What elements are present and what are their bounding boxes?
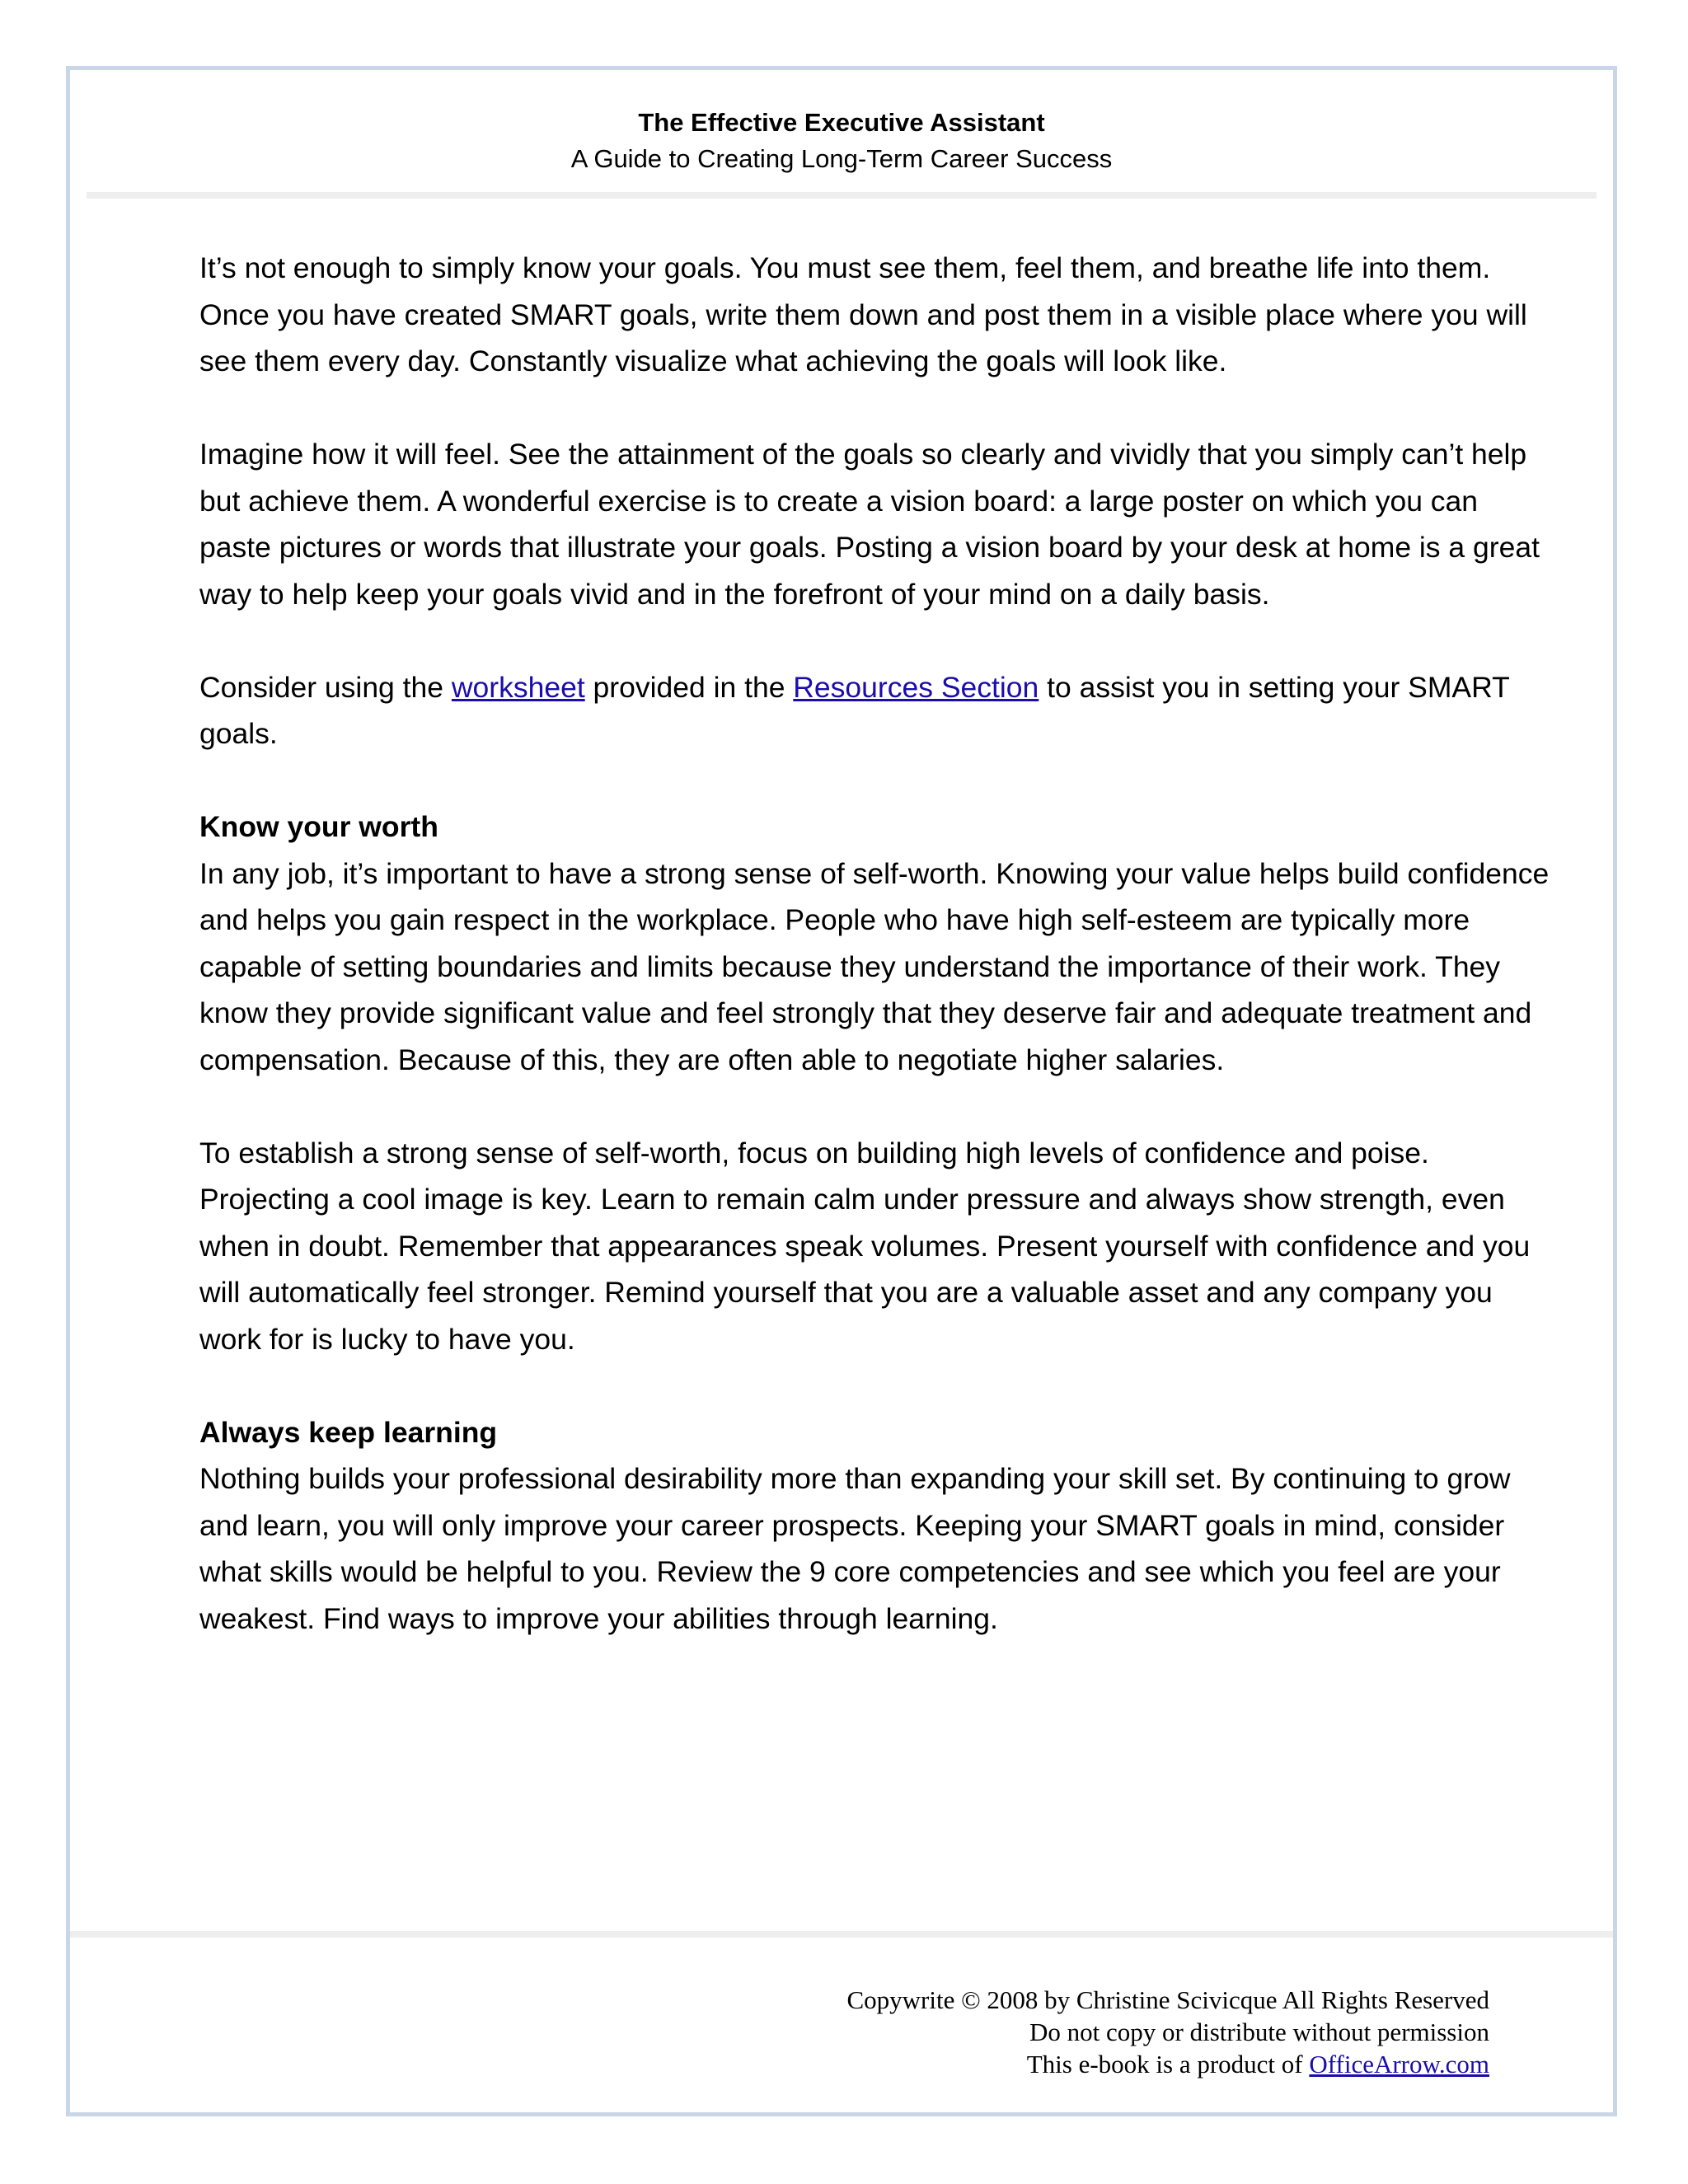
worksheet-link[interactable]: worksheet (451, 670, 585, 704)
footer-divider (70, 1931, 1613, 1938)
document-title: The Effective Executive Assistant (638, 108, 1045, 137)
document-subtitle: A Guide to Creating Long-Term Career Success (570, 144, 1113, 173)
paragraph-self-worth: In any job, it’s important to have a strong sense of self-worth. Knowing your value helps build confidence and helps you gain respect in the workplace. People who have high self-esteem are typically more capable of setting boundaries and limits because they understand the importance of their work. They know they provide significant value and feel strongly that they deserve fair and adequate treatment and compensation. Because of this, they are often able to negotiate higher salaries. (199, 856, 1550, 1076)
section-heading-know-your-worth: Know your worth (199, 810, 438, 843)
page-footer (846, 1984, 1489, 2080)
section-heading-always-keep-learning: Always keep learning (199, 1415, 498, 1449)
page-frame (66, 66, 1617, 2116)
page-content (199, 245, 1551, 1689)
worksheet-text-after: to assist you in setting your SMART goals. (199, 670, 1510, 750)
product-line-text: This e-book is a product of (1026, 2050, 1310, 2079)
paragraph-confidence: To establish a strong sense of self-worth, focus on building high levels of confidence and poise. Projecting a cool image is key. Learn to remain calm under pressure and always show strength, even when in doubt. Remember that appearances speak volumes. Present yourself with confidence and you will automatically feel stronger. Remind yourself that you are a valuable asset and any company you work for is lucky to have you. (199, 1136, 1531, 1356)
paragraph-worksheet (199, 664, 1551, 757)
copyright-line: Copywrite © 2008 by Christine Scivicque All Rights Reserved (846, 1985, 1489, 2014)
worksheet-text-before: Consider using the (199, 670, 452, 704)
worksheet-text-between: provided in the (584, 670, 794, 704)
resources-section-link[interactable]: Resources Section (793, 670, 1039, 704)
page-header (70, 105, 1613, 177)
officearrow-link[interactable]: OfficeArrow.com (1309, 2050, 1489, 2079)
paragraph-visualize-goals: It’s not enough to simply know your goals. You must see them, feel them, and breathe life into them. Once you have created SMART goals, write them down and post them in a visible place where you will see them every day. Constantly visualize what achieving the goals will look like. (199, 251, 1527, 377)
paragraph-skill-set: Nothing builds your professional desirability more than expanding your skill set. By continuing to grow and learn, you will only improve your career prospects. Keeping your SMART goals in mind, consider what skills would be helpful to you. Review the 9 core competencies and see which you feel are your weakest. Find ways to improve your abilities through learning. (199, 1462, 1511, 1635)
product-line (846, 2048, 1489, 2080)
permission-line: Do not copy or distribute without permission (1029, 2018, 1489, 2046)
header-divider (87, 192, 1597, 199)
paragraph-vision-board: Imagine how it will feel. See the attainment of the goals so clearly and vividly that you simply can’t help but achieve them. A wonderful exercise is to create a vision board: a large poster on which you can paste pictures or words that illustrate your goals. Posting a vision board by your desk at home is a great way to help keep your goals vivid and in the forefront of your mind on a daily basis. (199, 438, 1540, 611)
